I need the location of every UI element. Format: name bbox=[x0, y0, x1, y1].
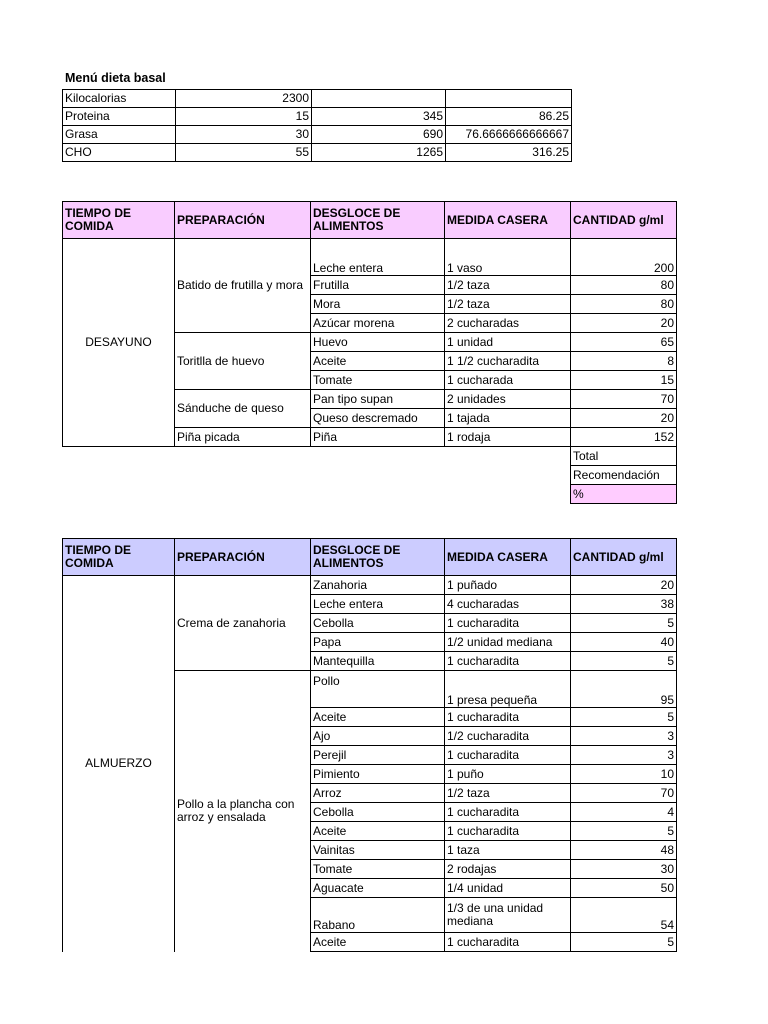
measure-cell: 1 puño bbox=[445, 765, 571, 784]
qty-cell: 5 bbox=[571, 652, 677, 671]
summary-grams: 76.6666666666667 bbox=[446, 126, 572, 144]
food-cell: Piña bbox=[311, 428, 445, 447]
measure-cell: 1 presa pequeña bbox=[445, 671, 571, 708]
measure-cell: 1 unidad bbox=[445, 333, 571, 352]
qty-cell: 95 bbox=[571, 671, 677, 708]
qty-cell: 15 bbox=[571, 371, 677, 390]
header-medida: MEDIDA CASERA bbox=[445, 539, 571, 576]
qty-cell: 20 bbox=[571, 576, 677, 595]
food-cell: Queso descremado bbox=[311, 409, 445, 428]
table-header-row bbox=[63, 539, 677, 576]
header-medida: MEDIDA CASERA bbox=[445, 202, 571, 239]
food-cell: Leche entera bbox=[311, 239, 445, 276]
food-cell: Papa bbox=[311, 633, 445, 652]
table-row bbox=[63, 447, 677, 466]
food-cell: Aguacate bbox=[311, 879, 445, 898]
qty-cell: 20 bbox=[571, 409, 677, 428]
food-cell: Ajo bbox=[311, 727, 445, 746]
qty-cell: 4 bbox=[571, 803, 677, 822]
macro-summary-table bbox=[62, 89, 572, 162]
measure-cell: 1/4 unidad bbox=[445, 879, 571, 898]
qty-cell: 5 bbox=[571, 822, 677, 841]
measure-cell: 2 unidades bbox=[445, 390, 571, 409]
measure-cell: 1/2 taza bbox=[445, 276, 571, 295]
table-row bbox=[63, 126, 572, 144]
table-row bbox=[63, 576, 677, 595]
food-cell: Pan tipo supan bbox=[311, 390, 445, 409]
food-cell: Tomate bbox=[311, 371, 445, 390]
qty-cell: 5 bbox=[571, 933, 677, 952]
qty-cell: 38 bbox=[571, 595, 677, 614]
food-cell: Perejil bbox=[311, 746, 445, 765]
qty-cell: 54 bbox=[571, 898, 677, 933]
header-cantidad: CANTIDAD g/ml bbox=[571, 202, 677, 239]
food-cell: Aceite bbox=[311, 352, 445, 371]
header-cantidad: CANTIDAD g/ml bbox=[571, 539, 677, 576]
food-cell: Cebolla bbox=[311, 614, 445, 633]
qty-cell: 70 bbox=[571, 784, 677, 803]
food-cell: Frutilla bbox=[311, 276, 445, 295]
meal-almuerzo: ALMUERZO bbox=[63, 576, 175, 952]
food-cell: Pollo bbox=[311, 671, 445, 708]
measure-cell: 1 rodaja bbox=[445, 428, 571, 447]
summary-percent: 2300 bbox=[176, 90, 312, 108]
table-row bbox=[63, 108, 572, 126]
summary-label: CHO bbox=[63, 144, 176, 162]
measure-cell: 1/2 unidad mediana bbox=[445, 633, 571, 652]
qty-cell: 80 bbox=[571, 276, 677, 295]
measure-cell: 1 cucharadita bbox=[445, 933, 571, 952]
measure-cell: 1/2 cucharadita bbox=[445, 727, 571, 746]
qty-cell: 3 bbox=[571, 727, 677, 746]
food-cell: Arroz bbox=[311, 784, 445, 803]
measure-cell: 1 taza bbox=[445, 841, 571, 860]
prep-crema: Crema de zanahoria bbox=[175, 576, 311, 671]
qty-cell: 30 bbox=[571, 860, 677, 879]
measure-cell: 1 cucharadita bbox=[445, 708, 571, 727]
food-cell: Rabano bbox=[311, 898, 445, 933]
summary-percent: 30 bbox=[176, 126, 312, 144]
table-row bbox=[63, 90, 572, 108]
table-row bbox=[63, 466, 677, 485]
food-cell: Pimiento bbox=[311, 765, 445, 784]
qty-cell: 10 bbox=[571, 765, 677, 784]
food-cell: Aceite bbox=[311, 708, 445, 727]
food-cell: Zanahoria bbox=[311, 576, 445, 595]
qty-cell: 152 bbox=[571, 428, 677, 447]
summary-grams: 316.25 bbox=[446, 144, 572, 162]
meal-desayuno: DESAYUNO bbox=[63, 239, 175, 447]
food-cell: Cebolla bbox=[311, 803, 445, 822]
measure-cell: 1 cucharadita bbox=[445, 822, 571, 841]
qty-cell: 70 bbox=[571, 390, 677, 409]
prep-tortilla: Toritlla de huevo bbox=[175, 333, 311, 390]
page-title: Menú dieta basal bbox=[65, 71, 166, 85]
qty-cell: 5 bbox=[571, 614, 677, 633]
summary-percent: 55 bbox=[176, 144, 312, 162]
summary-percent: 15 bbox=[176, 108, 312, 126]
food-cell: Huevo bbox=[311, 333, 445, 352]
summary-grams bbox=[446, 90, 572, 108]
measure-cell: 1 vaso bbox=[445, 239, 571, 276]
measure-cell: 1/2 taza bbox=[445, 295, 571, 314]
qty-cell: 65 bbox=[571, 333, 677, 352]
header-preparacion: PREPARACIÓN bbox=[175, 539, 311, 576]
food-cell: Leche entera bbox=[311, 595, 445, 614]
measure-cell: 4 cucharadas bbox=[445, 595, 571, 614]
measure-cell: 1/3 de una unidad mediana bbox=[445, 898, 571, 933]
prep-sanduche: Sánduche de queso bbox=[175, 390, 311, 428]
qty-cell: 40 bbox=[571, 633, 677, 652]
header-preparacion: PREPARACIÓN bbox=[175, 202, 311, 239]
table-row bbox=[63, 144, 572, 162]
prep-pollo: Pollo a la plancha con arroz y ensalada bbox=[175, 671, 311, 952]
breakfast-table bbox=[62, 201, 677, 504]
recommendation-label: Recomendación bbox=[571, 466, 677, 485]
summary-grams: 86.25 bbox=[446, 108, 572, 126]
food-cell: Aceite bbox=[311, 822, 445, 841]
qty-cell: 80 bbox=[571, 295, 677, 314]
summary-label: Proteina bbox=[63, 108, 176, 126]
summary-kcal bbox=[312, 90, 446, 108]
qty-cell: 200 bbox=[571, 239, 677, 276]
header-desglose: DESGLOCE DE ALIMENTOS bbox=[311, 539, 445, 576]
summary-kcal: 690 bbox=[312, 126, 446, 144]
measure-cell: 1 1/2 cucharadita bbox=[445, 352, 571, 371]
summary-label: Kilocalorias bbox=[63, 90, 176, 108]
total-label: Total bbox=[571, 447, 677, 466]
qty-cell: 50 bbox=[571, 879, 677, 898]
measure-cell: 1 tajada bbox=[445, 409, 571, 428]
food-cell: Aceite bbox=[311, 933, 445, 952]
food-cell: Mora bbox=[311, 295, 445, 314]
measure-cell: 1 cucharadita bbox=[445, 614, 571, 633]
qty-cell: 3 bbox=[571, 746, 677, 765]
qty-cell: 8 bbox=[571, 352, 677, 371]
food-cell: Vainitas bbox=[311, 841, 445, 860]
measure-cell: 1/2 taza bbox=[445, 784, 571, 803]
table-row bbox=[63, 485, 677, 504]
measure-cell: 1 cucharadita bbox=[445, 652, 571, 671]
measure-cell: 1 puñado bbox=[445, 576, 571, 595]
food-cell: Azúcar morena bbox=[311, 314, 445, 333]
qty-cell: 48 bbox=[571, 841, 677, 860]
summary-label: Grasa bbox=[63, 126, 176, 144]
header-tiempo: TIEMPO DE COMIDA bbox=[63, 539, 175, 576]
summary-kcal: 1265 bbox=[312, 144, 446, 162]
header-desglose: DESGLOCE DE ALIMENTOS bbox=[311, 202, 445, 239]
measure-cell: 1 cucharadita bbox=[445, 746, 571, 765]
food-cell: Tomate bbox=[311, 860, 445, 879]
lunch-table bbox=[62, 538, 677, 952]
measure-cell: 1 cucharadita bbox=[445, 803, 571, 822]
qty-cell: 5 bbox=[571, 708, 677, 727]
measure-cell: 2 cucharadas bbox=[445, 314, 571, 333]
summary-kcal: 345 bbox=[312, 108, 446, 126]
percent-label: % bbox=[571, 485, 677, 504]
table-header-row bbox=[63, 202, 677, 239]
table-row bbox=[63, 239, 677, 276]
prep-batido: Batido de frutilla y mora bbox=[175, 239, 311, 333]
measure-cell: 1 cucharada bbox=[445, 371, 571, 390]
food-cell: Mantequilla bbox=[311, 652, 445, 671]
measure-cell: 2 rodajas bbox=[445, 860, 571, 879]
header-tiempo: TIEMPO DE COMIDA bbox=[63, 202, 175, 239]
prep-pina: Piña picada bbox=[175, 428, 311, 447]
qty-cell: 20 bbox=[571, 314, 677, 333]
